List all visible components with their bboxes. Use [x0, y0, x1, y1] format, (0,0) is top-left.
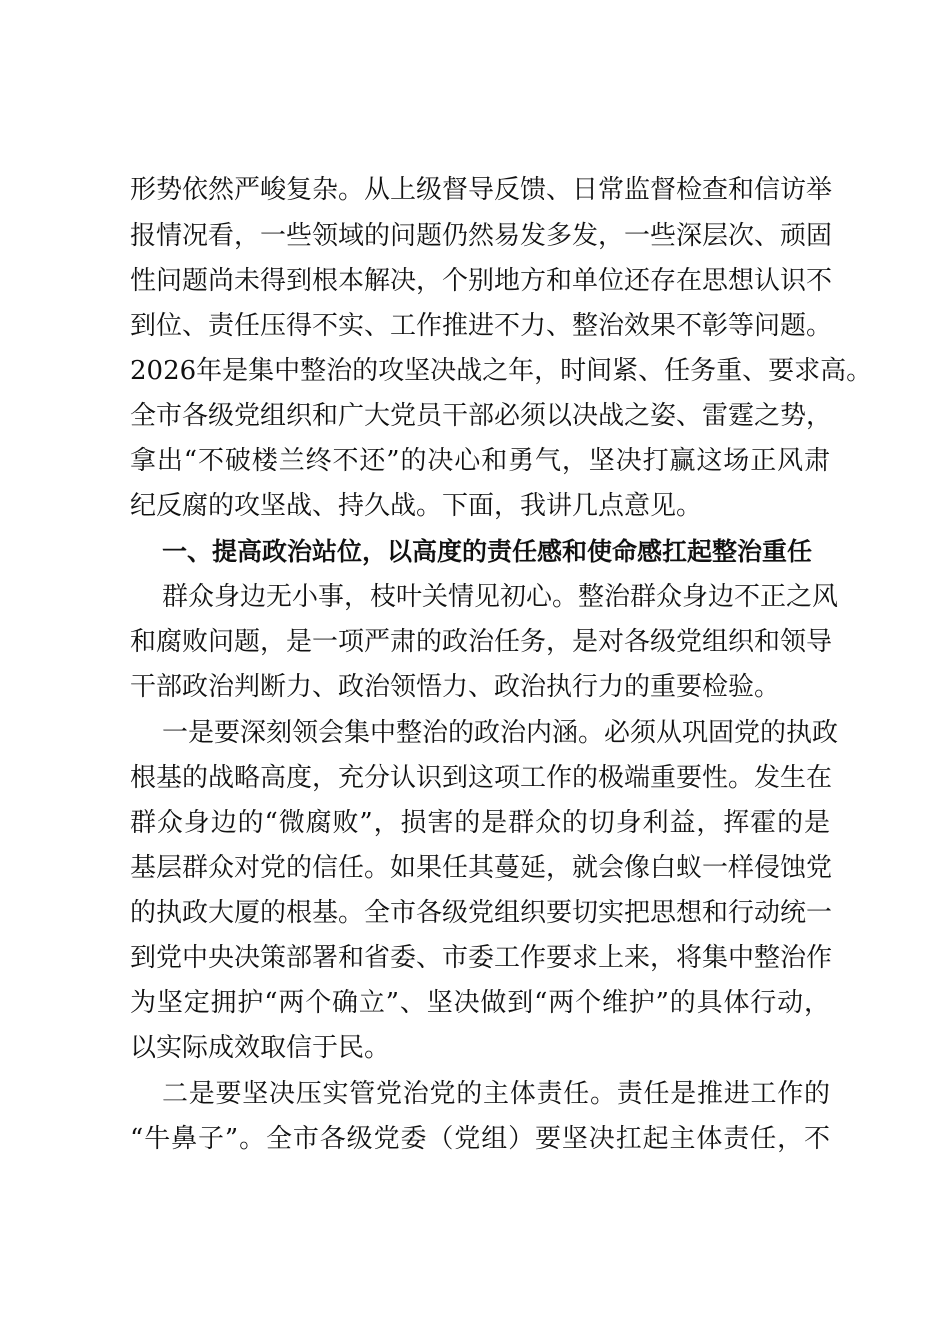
body-line: 根基的战略高度，充分认识到这项工作的极端重要性。发生在	[130, 763, 833, 793]
body-line: 群众身边无小事，枝叶关情见初心。整治群众身边不正之风	[162, 582, 839, 612]
body-line: 到党中央决策部署和省委、市委工作要求上来，将集中整治作	[130, 943, 833, 973]
body-line: 到位、责任压得不实、工作推进不力、整治效果不彰等问题。	[130, 311, 833, 341]
body-line: 二是要坚决压实管党治党的主体责任。责任是推进工作的	[162, 1079, 830, 1109]
section-heading: 一、提高政治站位，以高度的责任感和使命感扛起整治重任	[162, 537, 813, 566]
body-line: 形势依然严峻复杂。从上级督导反馈、日常监督检查和信访举	[130, 175, 833, 205]
body-line: 纪反腐的攻坚战、持久战。下面，我讲几点意见。	[130, 491, 703, 521]
body-line: 的执政大厦的根基。全市各级党组织要切实把思想和行动统一	[130, 898, 833, 928]
body-line: “牛鼻子”。全市各级党委（党组）要坚决扛起主体责任，不	[130, 1124, 830, 1154]
body-line: 一是要深刻领会集中整治的政治内涵。必须从巩固党的执政	[162, 718, 839, 748]
body-line: 全市各级党组织和广大党员干部必须以决战之姿、雷霆之势，	[130, 401, 833, 431]
body-line: 群众身边的“微腐败”，损害的是群众的切身利益，挥霍的是	[130, 808, 830, 838]
body-line: 干部政治判断力、政治领悟力、政治执行力的重要检验。	[130, 672, 781, 702]
body-line: 为坚定拥护“两个确立”、坚决做到“两个维护”的具体行动，	[130, 988, 830, 1018]
body-line: 拿出“不破楼兰终不还”的决心和勇气，坚决打赢这场正风肃	[130, 446, 830, 476]
body-line: 性问题尚未得到根本解决，个别地方和单位还存在思想认识不	[130, 266, 833, 296]
body-line: 2026年是集中整治的攻坚决战之年，时间紧、任务重、要求高。	[130, 356, 873, 386]
body-line: 基层群众对党的信任。如果任其蔓延，就会像白蚁一样侵蚀党	[130, 853, 833, 883]
body-line: 和腐败问题，是一项严肃的政治任务，是对各级党组织和领导	[130, 627, 833, 657]
body-line: 以实际成效取信于民。	[130, 1033, 391, 1063]
body-line: 报情况看，一些领域的问题仍然易发多发，一些深层次、顽固	[130, 221, 833, 251]
